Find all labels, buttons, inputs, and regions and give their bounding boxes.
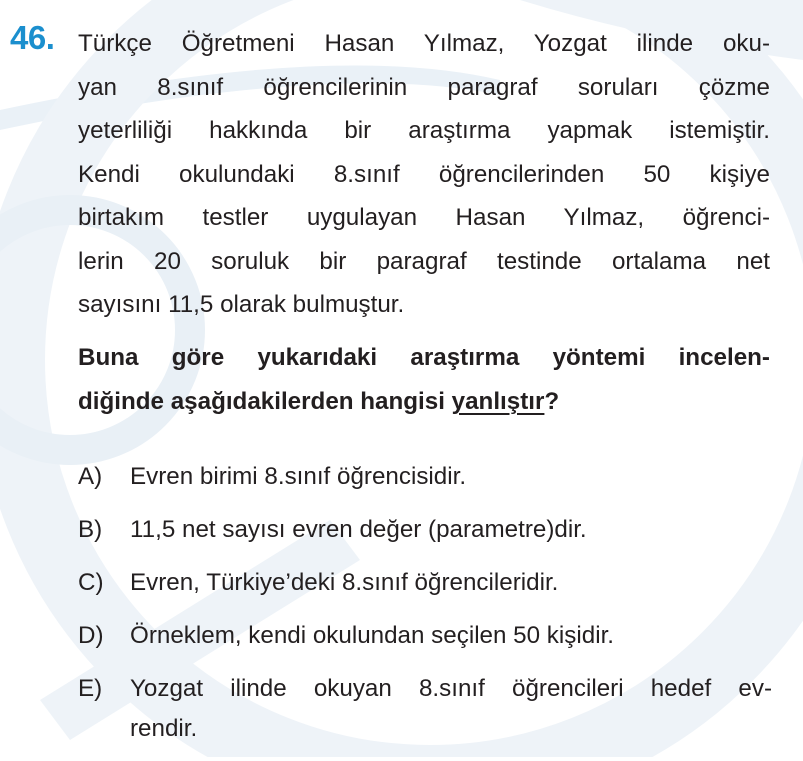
stem-line: birtakım testler uygulayan Hasan Yılmaz, öğrenci-: [78, 204, 770, 231]
stem-line: Kendi okulundaki 8.sınıf öğrencilerinden 50 kişiye: [78, 160, 770, 188]
stem-line: Türkçe Öğretmeni Hasan Yılmaz, Yozgat ilinde oku-: [78, 30, 770, 57]
answer-options: [78, 457, 778, 761]
prompt-question-mark: ?: [544, 388, 560, 415]
option-letter: D): [78, 622, 104, 649]
option-e[interactable]: [78, 669, 778, 761]
prompt-emphasis: yanlıştır: [451, 388, 545, 415]
option-text-line: Yozgat ilinde okuyan 8.sınıf öğrencileri hedef ev-: [130, 675, 772, 702]
prompt-line: Buna göre yukarıdaki araştırma yöntemi incelen-: [78, 344, 770, 371]
prompt-text: diğinde aşağıdakilerden hangisi: [78, 388, 452, 415]
option-text: Örneklem, kendi okulundan seçilen 50 kişidir.: [130, 622, 615, 649]
question-stem: [78, 22, 770, 327]
option-text: 11,5 net sayısı evren değer (parametre)dir.: [130, 516, 587, 543]
stem-line: yeterliliği hakkında bir araştırma yapmak istemiştir.: [78, 117, 770, 144]
option-a[interactable]: [78, 457, 778, 510]
option-text: [130, 669, 772, 749]
option-letter: A): [78, 463, 103, 490]
stem-line: lerin 20 soruluk bir paragraf testinde ortalama net: [78, 247, 770, 275]
question-number: 46.: [10, 19, 55, 56]
stem-line: yan 8.sınıf öğrencilerinin paragraf soruları çözme: [78, 73, 770, 101]
option-text-line: rendir.: [130, 715, 198, 742]
option-text: Evren birimi 8.sınıf öğrencisidir.: [130, 463, 467, 490]
option-d[interactable]: [78, 616, 778, 669]
option-letter: B): [78, 516, 103, 543]
option-letter: E): [78, 675, 103, 702]
option-c[interactable]: [78, 563, 778, 616]
option-text: Evren, Türkiye’deki 8.sınıf öğrencileridir.: [130, 569, 559, 596]
prompt-line: [78, 380, 770, 424]
question-prompt: [78, 336, 770, 424]
stem-line: sayısını 11,5 olarak bulmuştur.: [78, 291, 405, 318]
option-b[interactable]: [78, 510, 778, 563]
option-letter: C): [78, 569, 104, 596]
